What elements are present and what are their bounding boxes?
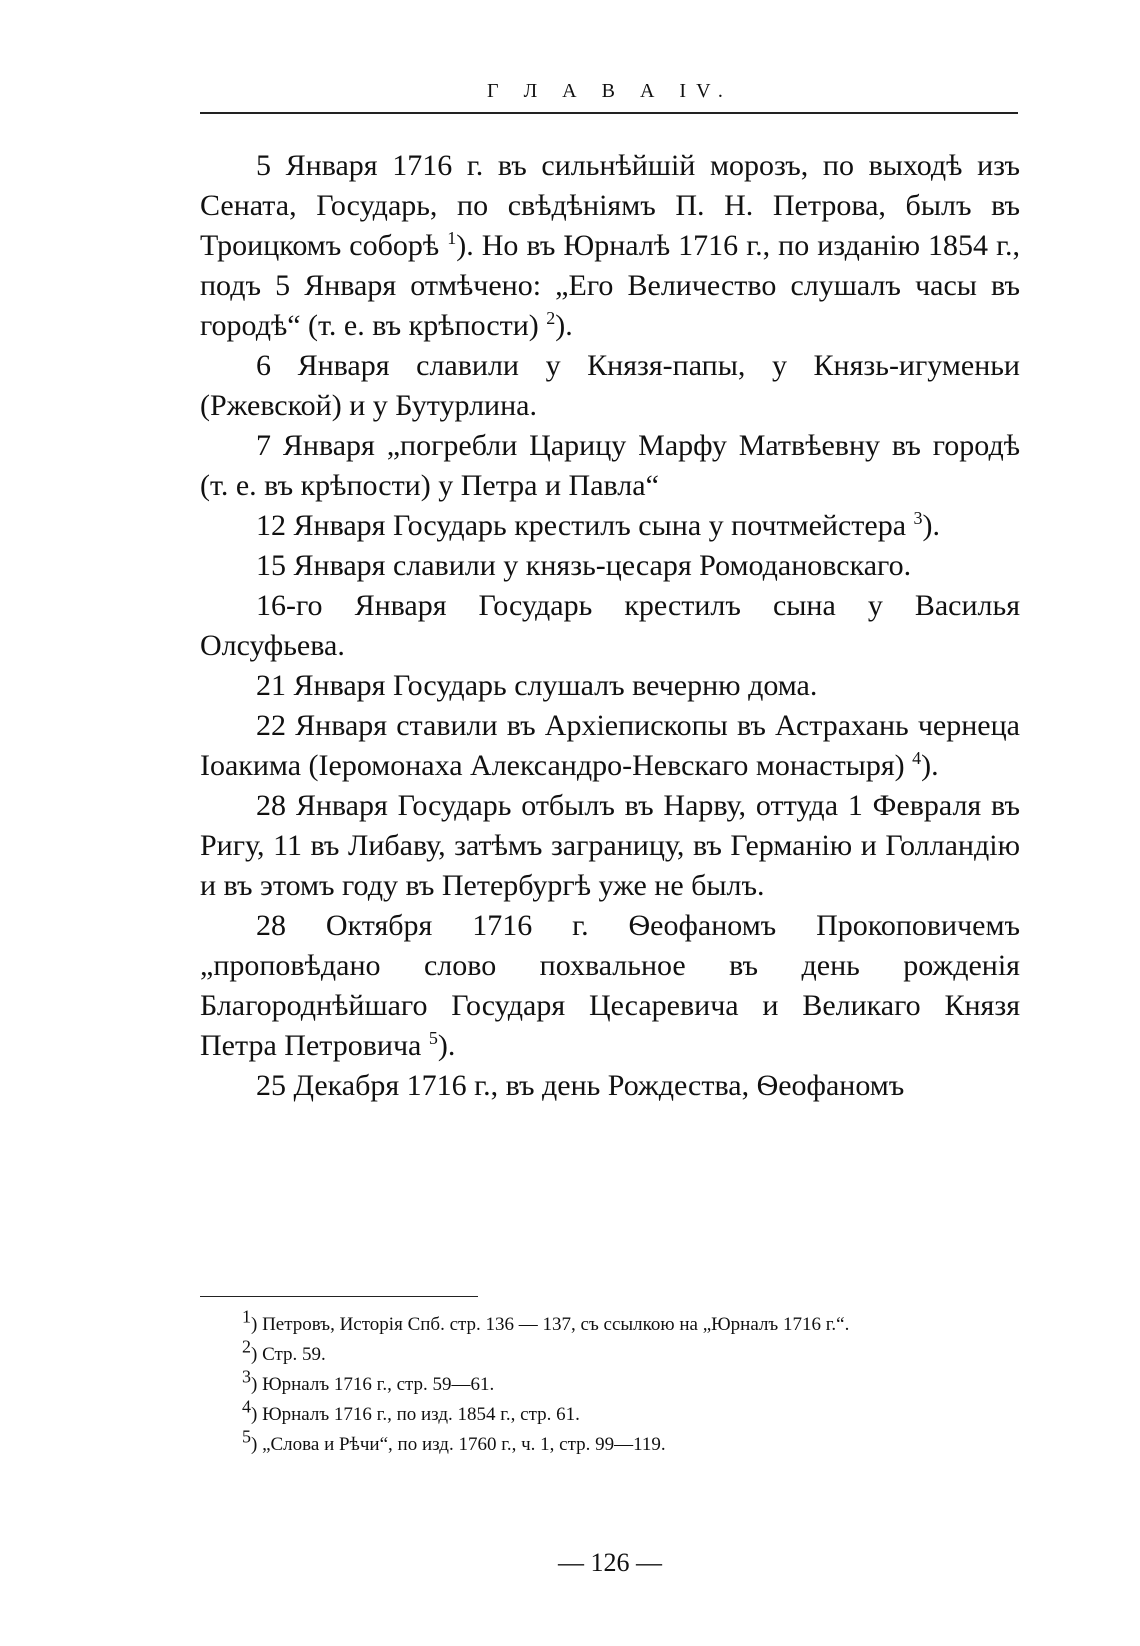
paragraph-text: 5 Января 1716 г. въ сильнѣйшій морозъ, по выходѣ изъ Сената, Государь, по свѣдѣніямъ П. Н. Петрова, былъ въ Троицкомъ соборѣ: [200, 149, 1020, 262]
chapter-header-number: IV.: [679, 80, 733, 102]
footnote-mark: 4: [242, 1396, 251, 1417]
footnote: $^5$) „Слова и Рѣчи“, по изд. 1760 г., ч. 1, стр. 99—119.: [242, 1426, 666, 1455]
footnote-text: „Слова и Рѣчи“, по изд. 1760 г., ч. 1, стр. 99—119.: [262, 1434, 666, 1455]
footnote-mark: 5: [242, 1426, 251, 1447]
footnote: $^1$) Петровъ, Исторія Спб. стр. 136 — 137, съ ссылкою на „Юрналъ 1716 г.“.: [242, 1306, 850, 1335]
paragraph-text: ). Но въ Юрналѣ 1716 г., по изданію 1854 г., подъ 5 Января отмѣчено: „Его Величество слушалъ часы въ городѣ“ (т. е. въ крѣпости): [200, 229, 1020, 342]
paragraph: [200, 786, 1020, 906]
footnote-text: Юрналъ 1716 г., по изд. 1854 г., стр. 61.: [262, 1404, 580, 1425]
paragraph: [200, 906, 1020, 1066]
footnote-reference: 5: [428, 1028, 438, 1048]
paragraph-text: 21 Января Государь слушалъ вечерню дома.: [256, 669, 818, 702]
paragraph-text: 15 Января славили у князь-цесаря Ромодановскаго.: [256, 549, 912, 582]
body-text: [200, 146, 1020, 1106]
paragraph-text: 12 Января Государь крестилъ сына у почтмейстера: [256, 509, 914, 542]
footnote-mark: 2: [242, 1336, 251, 1357]
paragraph-text: 6 Января славили у Князя-папы, у Князь-игуменьи (Ржевской) и у Бутурлина.: [200, 349, 1020, 422]
chapter-header: [200, 80, 1020, 103]
footnote-reference: 1: [447, 228, 457, 248]
paragraph: [200, 346, 1020, 426]
paragraph-text: ).: [922, 509, 941, 542]
paragraph: [200, 586, 1020, 666]
footnote-mark: 3: [242, 1366, 251, 1387]
header-rule: [200, 112, 1018, 114]
footnote-reference: 3: [913, 508, 923, 528]
footnote-text: Юрналъ 1716 г., стр. 59—61.: [262, 1374, 495, 1395]
footnote-reference: 2: [546, 308, 556, 328]
paragraph-text: 25 Декабря 1716 г., въ день Рождества, Ѳеофаномъ: [256, 1069, 905, 1102]
paragraph-text: 22 Января ставили въ Архіепископы въ Астрахань чернеца Іоакима (Іеромонаха Александро-Невскаго монастыря): [200, 709, 1020, 782]
paragraph-text: 28 Января Государь отбылъ въ Нарву, оттуда 1 Февраля въ Ригу, 11 въ Либаву, затѣмъ заграницу, въ Германію и Голландію и въ этомъ году въ Петербургѣ уже не былъ.: [200, 789, 1020, 902]
paragraph: [200, 706, 1020, 786]
footnote: $^3$) Юрналъ 1716 г., стр. 59—61.: [242, 1366, 495, 1395]
paragraph: [200, 426, 1020, 506]
page-number: — 126 —: [558, 1548, 662, 1577]
paragraph: [200, 146, 1020, 346]
paragraph: [200, 666, 1020, 706]
footnote-reference: 4: [912, 748, 922, 768]
footnote-text: Стр. 59.: [262, 1344, 326, 1365]
paragraph: [200, 1066, 1020, 1106]
paragraph: [200, 546, 1020, 586]
paragraph-text: 16-го Января Государь крестилъ сына у Василья Олсуфьева.: [200, 589, 1020, 662]
paragraph: [200, 506, 1020, 546]
footnote: $^4$) Юрналъ 1716 г., по изд. 1854 г., стр. 61.: [242, 1396, 580, 1425]
footnote-rule: [200, 1296, 478, 1297]
footnote-mark: 1: [242, 1306, 251, 1327]
paragraph-text: 7 Января „погребли Царицу Марфу Матвѣевну въ городѣ (т. е. въ крѣпости) у Петра и Павла“: [200, 429, 1020, 502]
paragraph-text: 28 Октября 1716 г. Ѳеофаномъ Прокоповичемъ „проповѣдано слово похвальное въ день рожденія Благороднѣйшаго Государя Цесаревича и Великаго Князя Петра Петровича: [200, 909, 1020, 1062]
paragraph-text: ).: [921, 749, 939, 782]
footnote-text: Петровъ, Исторія Спб. стр. 136 — 137, съ ссылкою на „Юрналъ 1716 г.“.: [262, 1314, 850, 1335]
chapter-header-label: Г Л А В А: [487, 80, 665, 102]
footnotes: [200, 1306, 1020, 1460]
paragraph-text: ).: [555, 309, 573, 342]
paragraph-text: ).: [437, 1029, 456, 1062]
footnote: $^2$) Стр. 59.: [242, 1336, 326, 1365]
